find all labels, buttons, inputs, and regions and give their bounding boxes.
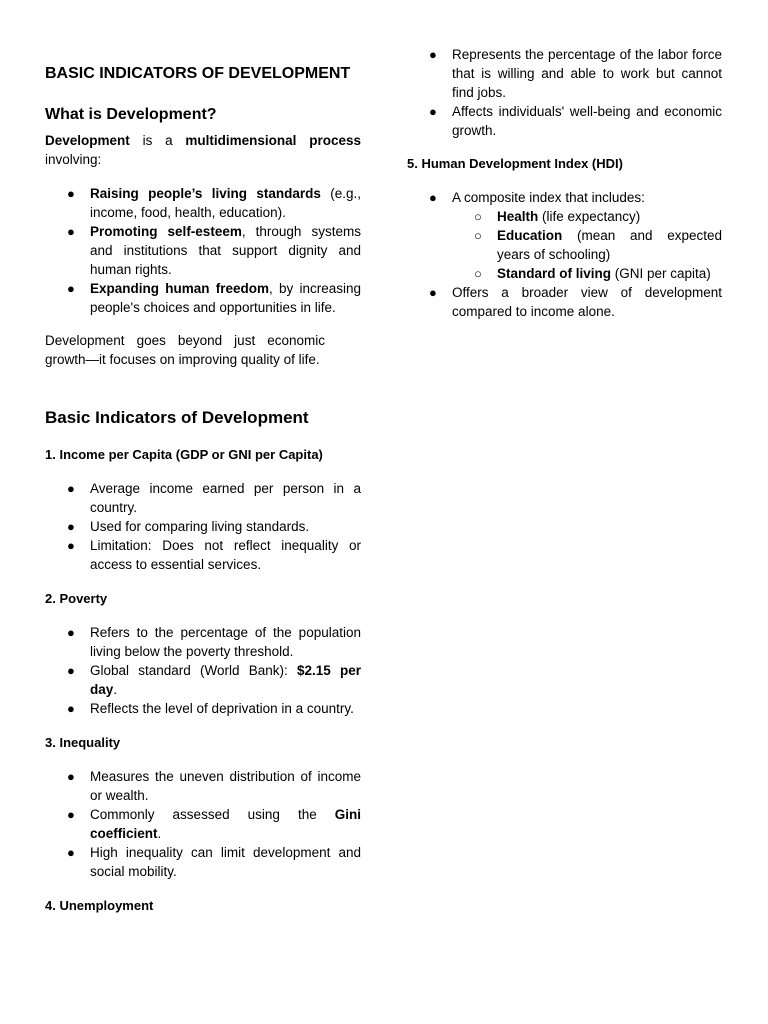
list-item — [45, 699, 361, 718]
item-bold: Education — [497, 228, 563, 243]
item-bold: Raising people’s living standards — [90, 186, 321, 201]
list-item — [407, 45, 722, 102]
list-item — [45, 184, 361, 222]
bullet-icon: ● — [429, 285, 437, 300]
list-item — [45, 479, 361, 517]
poverty-list — [45, 623, 361, 718]
item-text: , through systems and institutions that support dignity and human rights. — [90, 224, 361, 277]
what-is-development-heading: What is Development? — [45, 106, 217, 123]
item-text: Affects individuals' well-being and economic growth. — [452, 104, 722, 138]
list-item — [407, 102, 722, 140]
poverty-heading: 2. Poverty — [45, 591, 108, 606]
development-beyond-paragraph: Development goes beyond just economic growth—it focuses on improving quality of life. — [45, 333, 325, 367]
bullet-icon: ● — [67, 186, 75, 201]
bullet-icon: ● — [429, 190, 437, 205]
list-item — [45, 805, 361, 843]
development-aspects-list — [45, 184, 361, 317]
inequality-heading: 3. Inequality — [45, 735, 121, 750]
item-text: . — [113, 682, 118, 697]
hollow-bullet-icon: ○ — [474, 228, 482, 243]
inequality-list — [45, 767, 361, 881]
bullet-icon: ● — [429, 47, 437, 62]
item-text: (e.g., income, food, health, education). — [90, 186, 361, 220]
item-text: Average income earned per person in a country. — [90, 481, 361, 515]
unemployment-heading: 4. Unemployment — [45, 898, 154, 913]
bullet-icon: ● — [67, 701, 75, 716]
list-item — [407, 283, 722, 321]
income-per-capita-heading: 1. Income per Capita (GDP or GNI per Capita) — [45, 447, 323, 462]
hdi-heading: 5. Human Development Index (HDI) — [407, 156, 623, 171]
item-bold: Gini coefficient — [90, 807, 361, 841]
basic-indicators-heading: Basic Indicators of Development — [45, 408, 309, 427]
item-text: Limitation: Does not reflect inequality or access to essential services. — [90, 538, 361, 572]
item-text: Global standard (World Bank): — [90, 663, 297, 678]
item-text: . — [157, 826, 162, 841]
list-item — [45, 843, 361, 881]
item-text: Refers to the percentage of the population living below the poverty threshold. — [90, 625, 361, 659]
item-text: (mean and expected years of schooling) — [497, 228, 722, 262]
sub-list-item — [452, 226, 722, 264]
item-text: A composite index that includes: — [452, 190, 645, 205]
list-item — [45, 623, 361, 661]
intro-text-1: is a — [129, 133, 186, 148]
hdi-list — [407, 188, 722, 321]
item-text: (GNI per capita) — [611, 266, 711, 281]
sub-list-item — [452, 264, 722, 283]
list-item — [45, 517, 361, 536]
item-text: (life expectancy) — [538, 209, 641, 224]
item-text: Represents the percentage of the labor force that is willing and able to work but cannot find jobs. — [452, 47, 722, 100]
intro-text-2: involving: — [45, 152, 102, 167]
bullet-icon: ● — [67, 769, 75, 784]
development-intro — [45, 131, 361, 169]
document-title: BASIC INDICATORS OF DEVELOPMENT — [45, 65, 351, 82]
bullet-icon: ● — [67, 281, 75, 296]
list-item — [407, 188, 722, 283]
item-bold: Health — [497, 209, 539, 224]
hollow-bullet-icon: ○ — [474, 209, 482, 224]
item-text: , by increasing people's choices and opportunities in life. — [90, 281, 361, 315]
item-text: Commonly assessed using the — [90, 807, 335, 822]
item-text: High inequality can limit development and social mobility. — [90, 845, 361, 879]
intro-bold-process: multidimensional process — [185, 133, 362, 148]
bullet-icon: ● — [67, 519, 75, 534]
list-item — [45, 767, 361, 805]
hollow-bullet-icon: ○ — [474, 266, 482, 281]
bullet-icon: ● — [67, 807, 75, 822]
list-item — [45, 536, 361, 574]
list-item — [45, 661, 361, 699]
bullet-icon: ● — [67, 625, 75, 640]
hdi-components-list — [452, 207, 722, 283]
list-item — [45, 222, 361, 279]
item-text: Offers a broader view of development compared to income alone. — [452, 285, 722, 319]
unemployment-list — [407, 45, 722, 140]
item-text: Measures the uneven distribution of income or wealth. — [90, 769, 361, 803]
item-bold: $2.15 per day — [90, 663, 361, 697]
list-item — [45, 279, 361, 317]
bullet-icon: ● — [429, 104, 437, 119]
bullet-icon: ● — [67, 224, 75, 239]
bullet-icon: ● — [67, 481, 75, 496]
bullet-icon: ● — [67, 663, 75, 678]
item-bold: Promoting self-esteem — [90, 224, 242, 239]
bullet-icon: ● — [67, 538, 75, 553]
intro-bold-development: Development — [45, 133, 130, 148]
item-bold: Standard of living — [497, 266, 612, 281]
item-text: Reflects the level of deprivation in a country. — [90, 701, 354, 716]
sub-list-item — [452, 207, 722, 226]
income-list — [45, 479, 361, 574]
item-bold: Expanding human freedom — [90, 281, 269, 296]
bullet-icon: ● — [67, 845, 75, 860]
item-text: Used for comparing living standards. — [90, 519, 310, 534]
